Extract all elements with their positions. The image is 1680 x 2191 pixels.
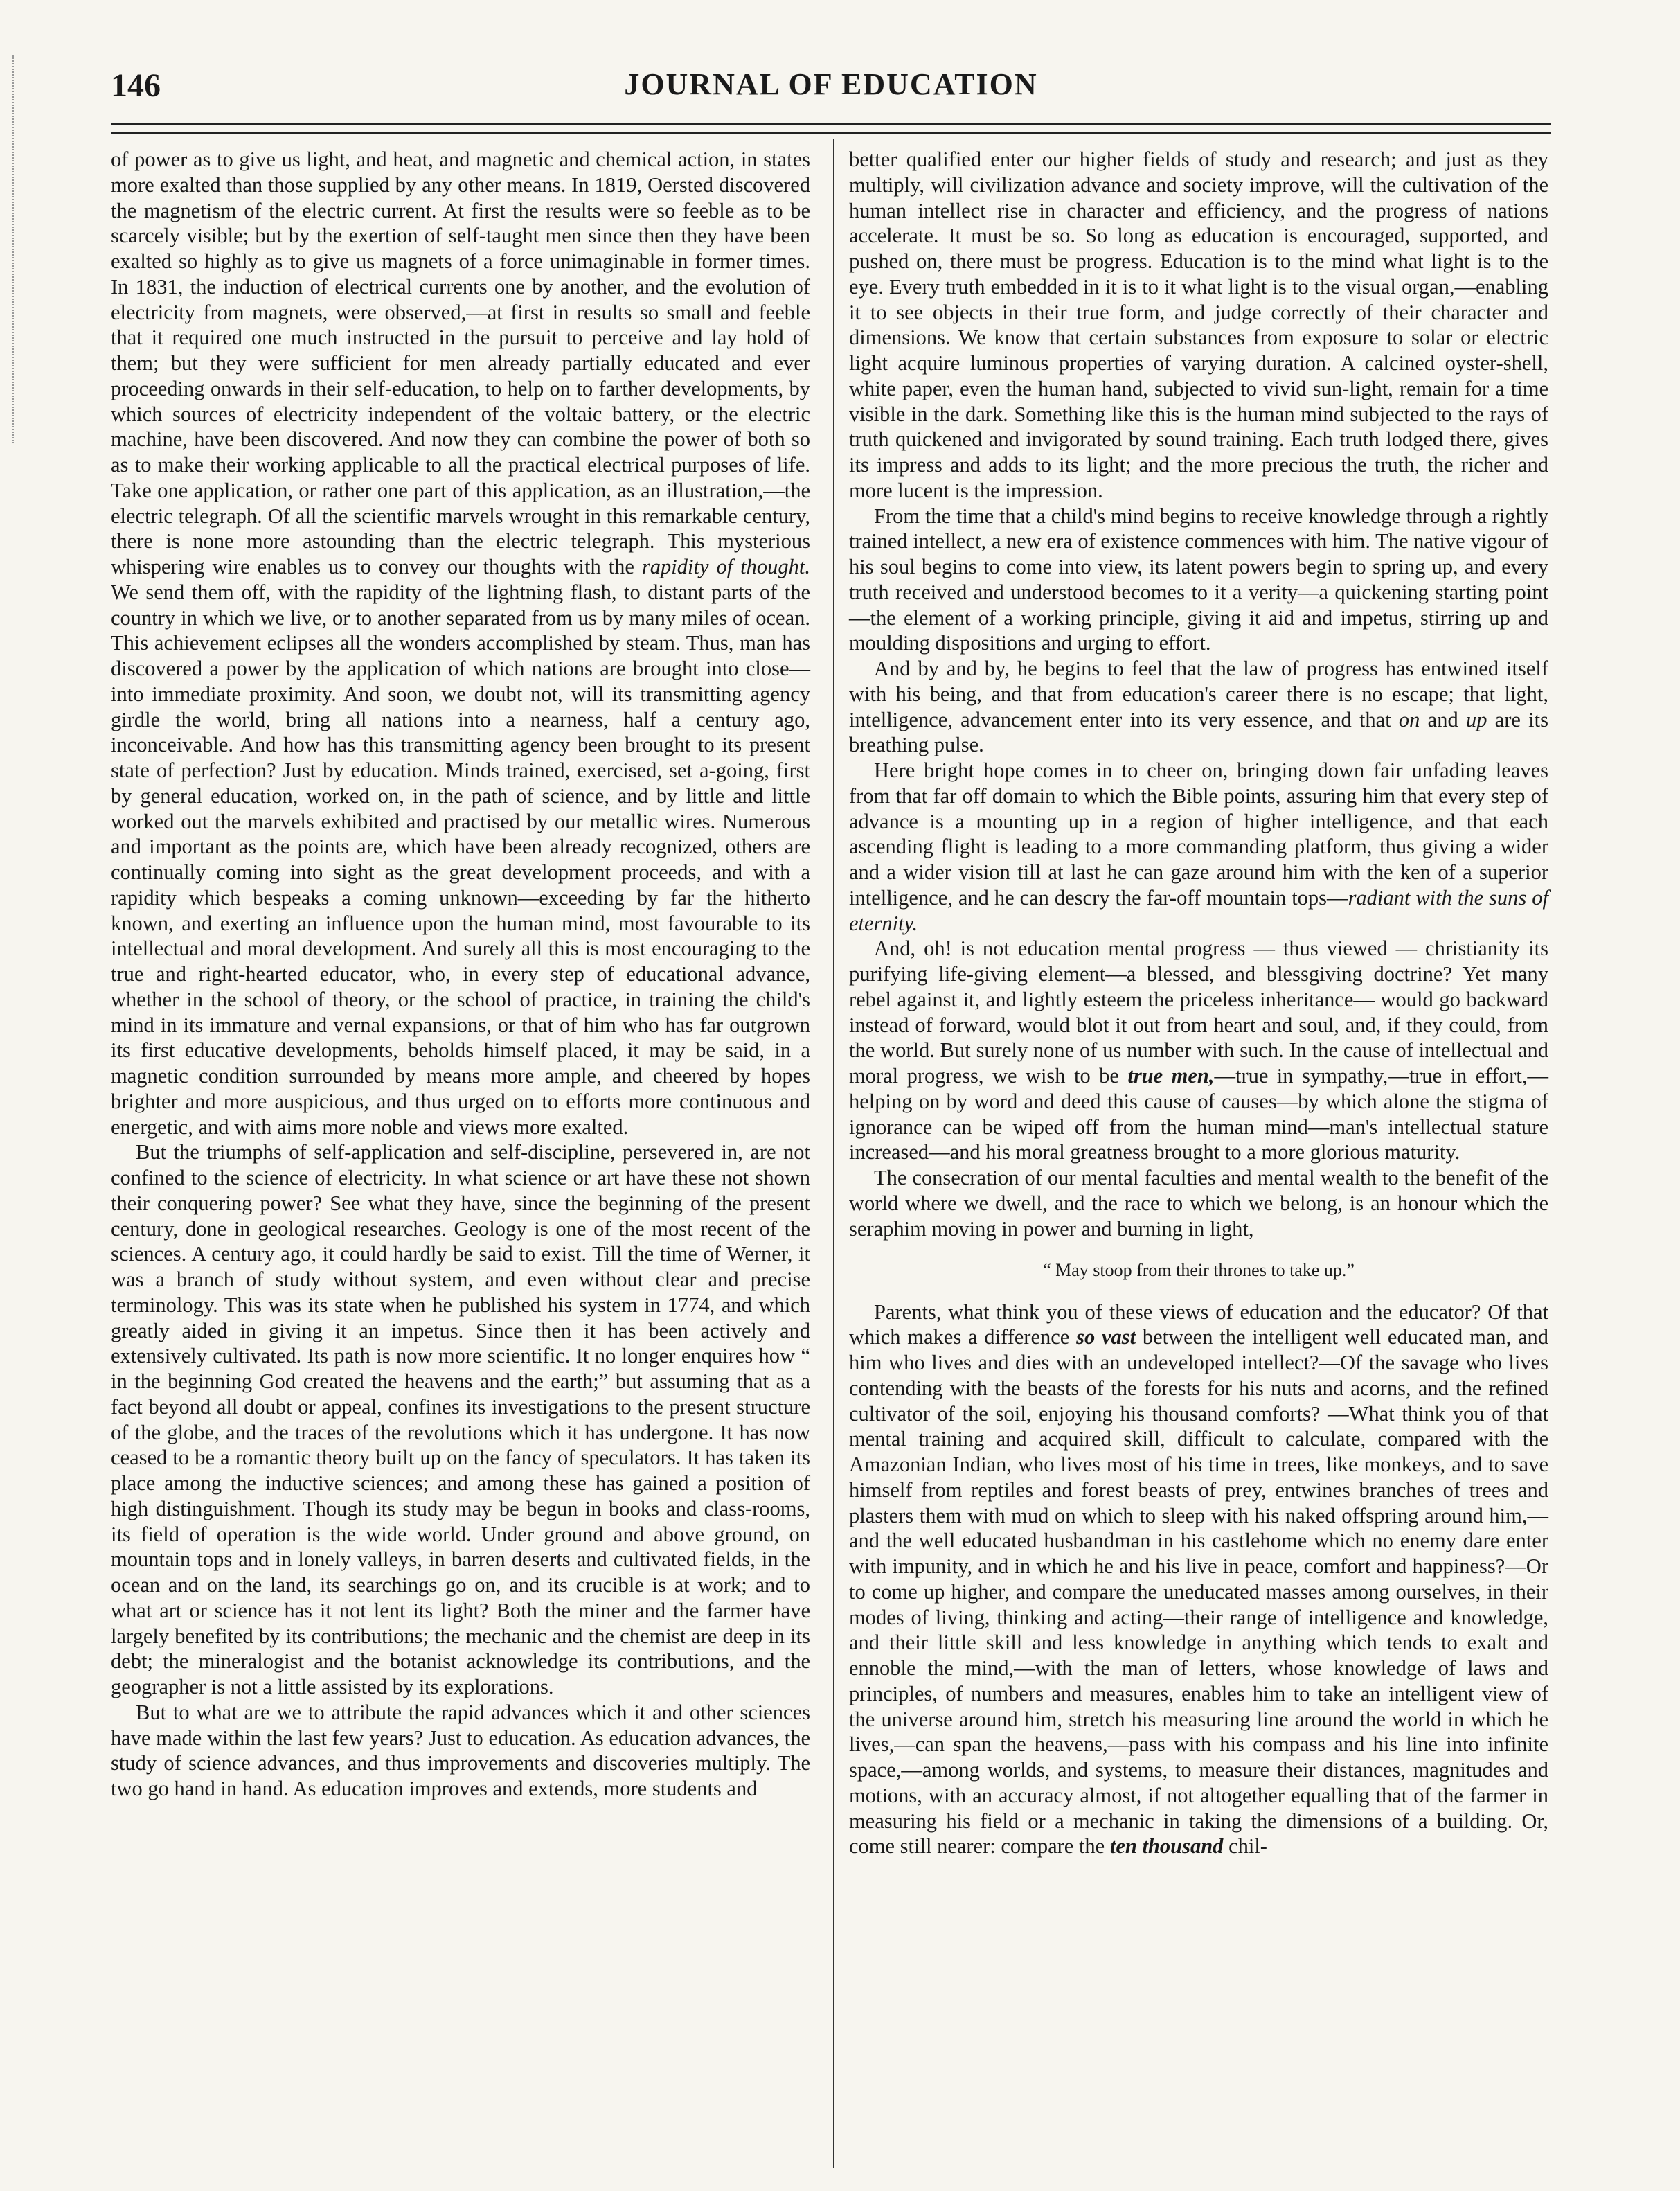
page-header	[111, 66, 1551, 115]
paragraph: Here bright hope comes in to cheer on, bringing down fair unfading leaves from that far off domain to which the Bible points, assuring him that every step of advance is a mounting up in a region of higher intelligence, and that each ascending flight is leading to a more commanding platform, thus giving a wider and a wider vision till at last he can gaze around him with the ken of a superior intelligence, and he can descry the far-off mountain tops—radiant with the suns of eternity.	[849, 759, 1548, 935]
paragraph: Parents, what think you of these views of education and the educator? Of that which makes a difference so vast between the intelligent well educated man, and him who lives and dies with an undeveloped intellect?—Of the savage who lives contending with the beasts of the forests for his nuts and acorns, and the refined cultivator of the soil, enjoying his thousand comforts? —What think you of that mental training and acquired skill, difficult to calculate, compared with the Amazonian Indian, who lives most of his time in trees, like monkeys, and to save himself from reptiles and forest beasts of prey, entwines branches of trees and plasters them with mud on which to sleep with his naked offspring around him,—and the well educated husbandman in his castlehome which no enemy dare enter with impunity, and in which he and his live in peace, comfort and happiness?—Or to come up higher, and compare the uneducated masses among ourselves, in their modes of living, thinking and acting—their range of intelligence and knowledge, and their little skill and less knowledge in anything which tends to exalt and ennoble the mind,—with the man of letters, whose knowledge of laws and principles, of numbers and measures, enables him to take an intelligent view of the universe around him, stretch his measuring line around the world in which he lives,—can span the heavens,—pass with his compass and his line into infinite space,—among worlds, and systems, to measure their distances, magnitudes and motions, with an accuracy almost, if not altogether equalling that of the farmer in measuring his field or a mechanic in taking the dimensions of a building. Or, come still nearer: compare the ten thousand chil-	[849, 1299, 1548, 1859]
paragraph: But to what are we to attribute the rapid advances which it and other sciences have made within the last few years? Just to education. As education advances, the study of science advances, and thus improvements and discoveries multiply. The two go hand in hand. As education improves and extends, more students and	[111, 1700, 810, 1800]
paragraph: And by and by, he begins to feel that the law of progress has entwined itself with his being, and that from education's career there is no escape; that light, intelligence, advancement enter into its very essence, and that on and up are its breathing pulse.	[849, 657, 1548, 757]
paragraph: better qualified enter our higher fields of study and research; and just as they multiply, will civilization advance and society improve, will the cultivation of the human intellect rise in character and efficiency, and the progress of nations accelerate. It must be so. So long as education is encouraged, supported, and pushed on, there must be progress. Education is to the mind what light is to the eye. Every truth embedded in it is to it what light is to the visual organ,—enabling it to see objects in their true form, and judge correctly of their character and dimensions. We know that certain substances from exposure to solar or electric light acquire luminous properties of varying duration. A calcined oyster-shell, white paper, even the human hand, subjected to vivid sun-light, remain for a time visible in the dark. Something like this is the human mind subjected to the rays of truth quickened and invigorated by sound training. Each truth lodged there, gives its impress and adds to its light; and the more precious the truth, the richer and more lucent is the impression.	[849, 148, 1548, 502]
paragraph: From the time that a child's mind begins to receive knowledge through a rightly trained intellect, a new era of existence commences with him. The native vigour of his soul begins to come into view, its latent powers begin to spring up, and every truth received and understood becomes to it a verity—a quickening starting point—the element of a working principle, giving it aid and impetus, stirring up and moulding dispositions and urging to effort.	[849, 504, 1548, 655]
paragraph: But the triumphs of self-application and self-discipline, persevered in, are not confined to the science of electricity. In what science or art have these not shown their conquering power? See what they have, since the beginning of the present century, done in geological researches. Geology is one of the most recent of the sciences. A century ago, it could hardly be said to exist. Till the time of Werner, it was a branch of study without system, and even without clear and precise terminology. This was its state when he published his system in 1774, and which greatly aided in giving it an impetus. Since then it has been actively and extensively cultivated. Its path is now more scientific. It no longer enquires how “ in the beginning God created the heavens and the earth;” but assuming that as a fact beyond all doubt or appeal, confines its investigations to the present structure of the globe, and the traces of the revolutions which it has undergone. It has now ceased to be a romantic theory built up on the fancy of speculators. It has taken its place among the inductive sciences; and among these has gained a position of high distinguishment. Though its study may be begun in books and class-rooms, its field of operation is the wide world. Under ground and above ground, on mountain tops and in lonely valleys, in barren deserts and cultivated fields, in the ocean and on the land, its searchings go on, and its crucible is at work; and to what art or science has it not lent its light? Both the miner and the farmer have largely benefited by its contributions; the mechanic and the chemist are deep in its debt; the mineralogist and the botanist acknowledge its contributions, and the geographer is not a little assisted by its explorations.	[111, 1140, 810, 1698]
right-column	[849, 147, 1548, 1859]
column-divider	[833, 139, 834, 2168]
paragraph: And, oh! is not education mental progress — thus viewed — christianity its purifying life-giving element—a blessed, and blessgiving doctrine? Yet many rebel against it, and lightly esteem the priceless inheritance— would go backward instead of forward, would blot it out from heart and soul, and, if they could, from the world. But surely none of us number with such. In the cause of intellectual and moral progress, we wish to be true men,—true in sympathy,—true in effort,—helping on by word and deed this cause of causes—by which alone the stigma of ignorance can be wiped off from the human mind—man's intellectual stature increased—and his moral greatness brought to a more glorious maturity.	[849, 937, 1548, 1164]
paragraph: The consecration of our mental faculties and mental wealth to the benefit of the world where we dwell, and the race to which we belong, is an honour which the seraphim moving in power and burning in light,	[849, 1166, 1548, 1241]
verse-quotation: “ May stoop from their thrones to take up.”	[1043, 1260, 1355, 1281]
left-column	[111, 147, 810, 1802]
margin-marks	[12, 55, 17, 443]
header-rule	[111, 123, 1551, 134]
journal-title: JOURNAL OF EDUCATION	[624, 67, 1038, 101]
page-number: 146	[111, 67, 161, 104]
paragraph: of power as to give us light, and heat, and magnetic and chemical action, in states more exalted than those supplied by any other means. In 1819, Oersted discovered the magnetism of the electric current. At first the results were so feeble as to be scarcely visible; but by the exertion of self-taught men since then they have been exalted so highly as to give us magnets of a force unimaginable in former times. In 1831, the induction of electrical currents one by another, and the evolution of electricity from magnets, were observed,—at first in results so small and feeble that it required one much instructed in the pursuit to perceive and lay hold of them; but they were sufficient for men already partially educated and ever proceeding onwards in their self-education, to help on to farther developments, by which sources of electricity independent of the voltaic battery, or the electric machine, have been discovered. And now they can combine the power of both so as to make their working applicable to all the practical electrical purposes of life. Take one application, or rather one part of this application, as an illustration,—the electric telegraph. Of all the scientific marvels wrought in this remarkable century, there is none more astounding than the electric telegraph. This mysterious whispering wire enables us to convey our thoughts with the rapidity of thought. We send them off, with the rapidity of the lightning flash, to distant parts of the country in which we live, or to another separated from us by many miles of ocean. This achievement eclipses all the wonders accomplished by steam. Thus, man has discovered a power by the application of which nations are brought into close—into immediate proximity. And soon, we doubt not, will its transmitting agency girdle the world, bring all nations into a nearness, half a century ago, inconceivable. And how has this transmitting agency been brought to its present state of perfection? Just by education. Minds trained, exercised, set a-going, first by general education, worked on, in the path of science, and by little and little worked out the marvels exhibited and practised by our metallic wires. Numerous and important as the points are, which have been already recognized, others are continually coming into sight as the great development proceeds, and with a rapidity which bespeaks a coming unknown—exceeding by far the hitherto known, and exerting an influence upon the human mind, most favourable to its intellectual and moral development. And surely all this is most encouraging to the true and right-hearted educator, who, in every step of educational advance, whether in the school of theory, or the school of practice, in training the child's mind in its immature and vernal expansions, or that of him who has far outgrown its first educative developments, beholds himself placed, it may be said, in a magnetic condition surrounded by means more ample, and cheered by hopes brighter and more auspicious, and thus urged on to efforts more continuous and energetic, and with aims more noble and views more exalted.	[111, 148, 810, 1139]
